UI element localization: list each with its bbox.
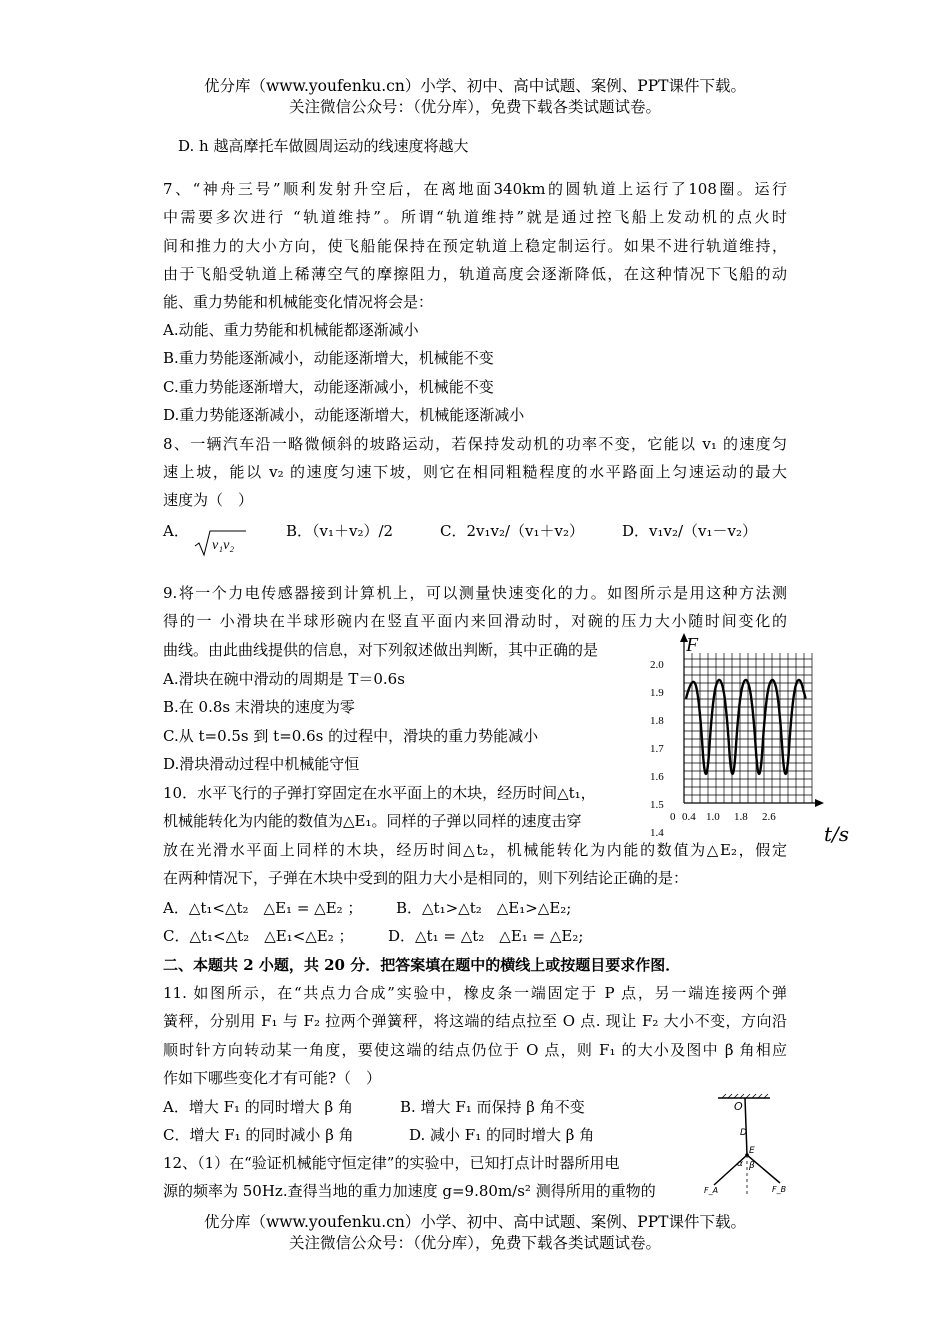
footer-line-1: 优分库（www.youfenku.cn）小学、初中、高中试题、案例、PPT课件下载。 [203,1213,747,1231]
q11-line-3: 顺时针方向转动某一角度，要使这端的结点仍位于 O 点，则 F₁ 的大小及图中 β 角相应 [163,1041,787,1059]
chart-grid [684,653,812,803]
q10-line-3: 放在光滑水平面上同样的木块，经历时间△t₂，机械能转化为内能的数值为△E₂，假定 [163,841,787,859]
x-tick-label: 0.4 [682,811,696,823]
q11-option-a: A．增大 F₁ 的同时增大 β 角 [163,1098,353,1116]
q7-line-4: 由于飞船受轨道上稀薄空气的摩擦阻力，轨道高度会逐渐降低，在这种情况下飞船的动 [163,265,787,283]
y-tick-label: 1.7 [650,743,664,755]
q7-line-2: 中需要多次进行 “轨道维持”。所谓“轨道维持”就是通过控飞船上发动机的点火时 [163,208,787,226]
x-tick-label: 1.0 [706,811,720,823]
page-header [0,76,950,118]
q9-line-3: 曲线。由此曲线提供的信息，对下列叙述做出判断，其中正确的是 [163,641,599,659]
q10-line-2: 机械能转化为内能的数值为△E₁。同样的子弹以同样的速度击穿 [163,812,582,830]
q8-option-b: B．（v₁＋v₂）/2 [286,522,394,540]
q7-option-b: B.重力势能逐渐减小，动能逐渐增大，机械能不变 [163,349,494,367]
y-tick-label: 1.8 [650,715,664,727]
q7-line-1: 7、“神舟三号”顺利发射升空后，在离地面340km的圆轨道上运行了108圈。运行 [163,180,787,198]
header-line-2: 关注微信公众号：（优分库），免费下载各类试题试卷。 [288,98,661,116]
q11-option-c: C．增大 F₁ 的同时减小 β 角 [163,1126,354,1144]
y-tick-label: 1.5 [650,799,664,811]
q9-option-b: B.在 0.8s 末滑块的速度为零 [163,698,355,716]
fig-label-beta: β [749,1161,755,1171]
q7-option-d: D.重力势能逐渐减小，动能逐渐增大，机械能逐渐减小 [163,406,525,424]
chart-svg [640,633,840,873]
y-tick-label: 1.4 [650,827,664,839]
q12-line-2: 源的频率为 50Hz.查得当地的重力加速度 g=9.80m/s² 测得所用的重物的 [163,1182,656,1200]
q10-option-d: D．△t₁ = △t₂ △E₁ = △E₂; [388,927,584,945]
x-axis-label: t/s [824,822,850,846]
q10-line-1: 10．水平飞行的子弹打穿固定在水平面上的木块，经历时间△t₁， [163,784,596,802]
y-tick-label: 1.9 [650,687,664,699]
fig-label-d: D [740,1128,747,1138]
fig-label-fb: F_B [772,1185,787,1194]
q12-line-1: 12、（1）在“验证机械能守恒定律”的实验中，已知打点计时器所用电 [163,1154,620,1172]
q6-option-d: D. h 越高摩托车做圆周运动的线速度将越大 [178,137,469,155]
x-tick-label: 1.8 [734,811,748,823]
q8-line-1: 8、一辆汽车沿一略微倾斜的坡路运动，若保持发动机的功率不变，它能以 v₁ 的速度匀 [163,435,787,453]
fig-label-e: E [749,1146,755,1156]
q11-option-d: D. 减小 F₁ 的同时增大 β 角 [409,1126,595,1144]
q8-option-d: D．v₁v₂/（v₁－v₂） [622,522,758,540]
section-2-heading: 二、本题共 2 小题，共 20 分．把答案填在题中的横线上或按题目要求作图． [163,956,681,974]
q9-line-1: 9.将一个力电传感器接到计算机上，可以测量快速变化的力。如图所示是用这种方法测 [163,584,787,602]
fig-label-alpha: α [737,1159,743,1169]
q11-line-2: 簧秤，分别用 F₁ 与 F₂ 拉两个弹簧秤，将这端的结点拉至 O 点. 现让 F₂ 大小不变，方向沿 [163,1012,787,1030]
fig-label-o: O [734,1100,743,1113]
q8-option-a-expr: v₁v₂ [212,538,235,553]
q8-line-2: 速上坡，能以 v₂ 的速度匀速下坡，则它在相同粗糙程度的水平路面上匀速运动的最大 [163,463,787,481]
force-time-chart [640,633,840,873]
x-tick-label: 0 [670,811,676,823]
force-composition-figure [702,1093,792,1198]
q10-line-4: 在两种情况下，子弹在木块中受到的阻力大小是相同的，则下列结论正确的是： [163,869,689,887]
q8-option-c: C．2v₁v₂/（v₁＋v₂） [440,522,585,540]
q9-option-d: D.滑块滑动过程中机械能守恒 [163,755,360,773]
page-footer [0,1212,950,1254]
q8-option-a: A． [163,522,189,540]
q10-option-b: B．△t₁>△t₂ △E₁>△E₂; [396,899,572,917]
q11-line-4: 作如下哪些变化才有可能?（ ） [163,1069,382,1087]
sqrt-icon [193,528,248,558]
q7-option-a: A.动能、重力势能和机械能都逐渐减小 [163,321,419,339]
footer-line-2: 关注微信公众号：（优分库），免费下载各类试题试卷。 [288,1234,661,1252]
y-axis-label: F [686,634,699,656]
header-line-1: 优分库（www.youfenku.cn）小学、初中、高中试题、案例、PPT课件下载。 [203,77,747,95]
y-tick-label: 1.6 [650,771,664,783]
q9-option-c: C.从 t=0.5s 到 t=0.6s 的过程中，滑块的重力势能减小 [163,727,539,745]
q9-option-a: A.滑块在碗中滑动的周期是 T＝0.6s [163,670,405,688]
q7-option-c: C.重力势能逐渐增大，动能逐渐减小，机械能不变 [163,378,494,396]
q9-line-2: 得的一 小滑块在半球形碗内在竖直平面内来回滑动时，对碗的压力大小随时间变化的 [163,612,787,630]
q11-line-1: 11. 如图所示，在“共点力合成”实验中，橡皮条一端固定于 P 点，另一端连接两个弹 [163,984,787,1002]
q10-option-c: C．△t₁<△t₂ △E₁<△E₂ ； [163,927,354,945]
q11-option-b: B. 增大 F₁ 而保持 β 角不变 [400,1098,585,1116]
x-tick-label: 2.6 [762,811,776,823]
q8-line-3: 速度为（ ） [163,491,254,509]
fig-label-fa: F_A [704,1186,719,1195]
x-axis-arrow-icon [815,799,824,807]
q7-line-5: 能、重力势能和机械能变化情况将会是： [163,293,434,311]
q7-line-3: 间和推力的大小方向，使飞船能保持在预定轨道上稳定制运行。如果不进行轨道维持， [163,237,787,255]
q10-option-a: A．△t₁<△t₂ △E₁ = △E₂ ； [163,899,363,917]
y-tick-label: 2.0 [650,659,664,671]
